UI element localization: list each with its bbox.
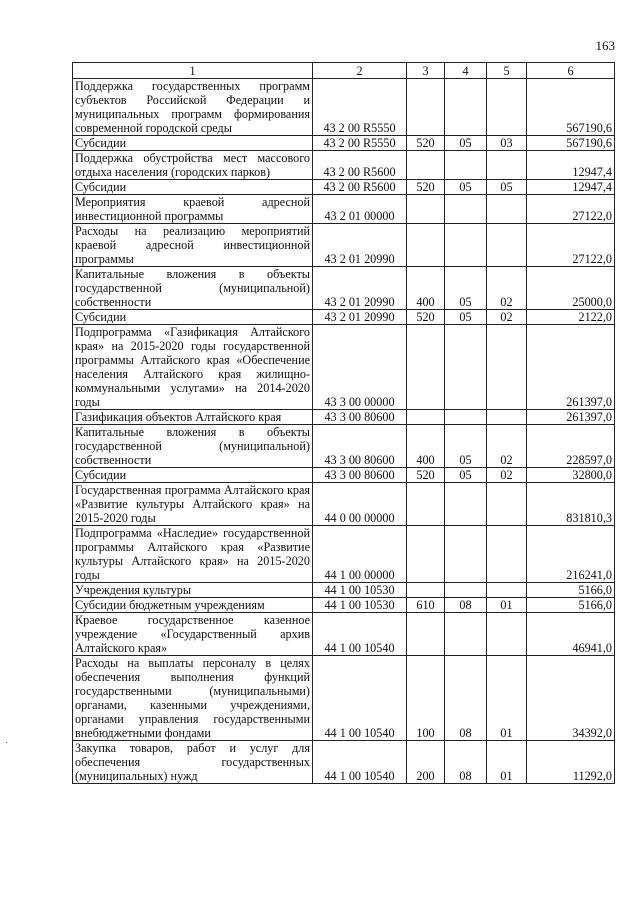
row-code: 43 2 00 R5550	[313, 79, 407, 136]
row-section	[445, 410, 487, 425]
table-row	[73, 468, 615, 483]
table-row	[73, 741, 615, 784]
row-name: Поддержка обустройства мест массового отдыха населения (городских парков)	[73, 151, 313, 180]
table-row	[73, 425, 615, 468]
row-amount: 261397,0	[527, 325, 615, 410]
row-name: Расходы на реализацию мероприятий краевой адресной инвестиционной программы	[73, 224, 313, 267]
table-row	[73, 79, 615, 136]
row-amount: 25000,0	[527, 267, 615, 310]
row-expense-type	[407, 79, 445, 136]
row-subsection	[487, 195, 527, 224]
row-code: 43 2 01 20990	[313, 310, 407, 325]
row-amount: 228597,0	[527, 425, 615, 468]
row-expense-type	[407, 613, 445, 656]
table-row	[73, 195, 615, 224]
row-code: 44 1 00 10530	[313, 583, 407, 598]
row-expense-type	[407, 410, 445, 425]
row-amount: 27122,0	[527, 195, 615, 224]
row-expense-type: 520	[407, 468, 445, 483]
row-section	[445, 79, 487, 136]
row-section: 05	[445, 136, 487, 151]
row-name: Субсидии	[73, 136, 313, 151]
row-name: Субсидии	[73, 310, 313, 325]
row-amount: 2122,0	[527, 310, 615, 325]
row-subsection	[487, 526, 527, 583]
row-amount: 5166,0	[527, 583, 615, 598]
row-code: 43 2 01 00000	[313, 195, 407, 224]
row-section	[445, 151, 487, 180]
row-expense-type	[407, 583, 445, 598]
row-name: Поддержка государственных программ субъектов Российской Федерации и муниципальных программ формирования современной городской среды	[73, 79, 313, 136]
header-col-2: 2	[313, 63, 407, 79]
row-name: Капитальные вложения в объекты государственной (муниципальной) собственности	[73, 267, 313, 310]
row-expense-type	[407, 224, 445, 267]
row-subsection	[487, 583, 527, 598]
row-code: 44 1 00 10540	[313, 656, 407, 741]
table-row	[73, 583, 615, 598]
row-code: 43 3 00 80600	[313, 468, 407, 483]
row-amount: 216241,0	[527, 526, 615, 583]
row-name: Субсидии бюджетным учреждениям	[73, 598, 313, 613]
row-subsection	[487, 483, 527, 526]
row-section: 08	[445, 598, 487, 613]
row-code: 44 1 00 00000	[313, 526, 407, 583]
row-subsection	[487, 79, 527, 136]
row-section	[445, 325, 487, 410]
row-subsection	[487, 613, 527, 656]
row-code: 44 1 00 10530	[313, 598, 407, 613]
row-amount: 831810,3	[527, 483, 615, 526]
row-amount: 5166,0	[527, 598, 615, 613]
row-section: 05	[445, 425, 487, 468]
row-subsection	[487, 151, 527, 180]
row-code: 44 1 00 10540	[313, 741, 407, 784]
row-subsection	[487, 410, 527, 425]
row-code: 43 3 00 00000	[313, 325, 407, 410]
row-subsection: 01	[487, 656, 527, 741]
row-name: Краевое государственное казенное учреждение «Государственный архив Алтайского края»	[73, 613, 313, 656]
row-expense-type	[407, 195, 445, 224]
row-section: 05	[445, 310, 487, 325]
row-amount: 261397,0	[527, 410, 615, 425]
row-section: 05	[445, 468, 487, 483]
row-section: 08	[445, 741, 487, 784]
header-col-3: 3	[407, 63, 445, 79]
row-code: 43 2 00 R5600	[313, 180, 407, 195]
row-name: Субсидии	[73, 468, 313, 483]
row-name: Подпрограмма «Газификация Алтайского края» на 2015-2020 годы государственной программы Алтайского края «Обеспечение населения Алтайского края жилищно-коммунальными услугами» на 2014-2020 годы	[73, 325, 313, 410]
row-code: 43 3 00 80600	[313, 410, 407, 425]
row-expense-type: 520	[407, 136, 445, 151]
row-subsection: 02	[487, 267, 527, 310]
row-subsection: 01	[487, 598, 527, 613]
page-number: 163	[595, 38, 615, 53]
row-expense-type: 520	[407, 310, 445, 325]
row-code: 43 3 00 80600	[313, 425, 407, 468]
table-row	[73, 598, 615, 613]
row-code: 43 2 00 R5550	[313, 136, 407, 151]
row-section	[445, 526, 487, 583]
row-subsection	[487, 224, 527, 267]
row-amount: 12947,4	[527, 180, 615, 195]
row-amount: 32800,0	[527, 468, 615, 483]
row-code: 44 1 00 10540	[313, 613, 407, 656]
header-row	[73, 63, 615, 79]
row-name: Мероприятия краевой адресной инвестиционной программы	[73, 195, 313, 224]
row-section	[445, 195, 487, 224]
row-name: Газификация объектов Алтайского края	[73, 410, 313, 425]
table-row	[73, 136, 615, 151]
row-section: 08	[445, 656, 487, 741]
row-amount: 567190,6	[527, 79, 615, 136]
row-expense-type	[407, 151, 445, 180]
header-col-1: 1	[73, 63, 313, 79]
row-expense-type: 610	[407, 598, 445, 613]
row-subsection: 03	[487, 136, 527, 151]
scan-speck	[6, 742, 7, 743]
row-amount: 27122,0	[527, 224, 615, 267]
row-amount: 12947,4	[527, 151, 615, 180]
row-section	[445, 224, 487, 267]
header-col-6: 6	[527, 63, 615, 79]
row-section	[445, 613, 487, 656]
row-expense-type: 520	[407, 180, 445, 195]
row-amount: 46941,0	[527, 613, 615, 656]
table-row	[73, 180, 615, 195]
row-code: 43 2 00 R5600	[313, 151, 407, 180]
row-amount: 11292,0	[527, 741, 615, 784]
row-subsection: 01	[487, 741, 527, 784]
header-col-4: 4	[445, 63, 487, 79]
row-name: Учреждения культуры	[73, 583, 313, 598]
row-expense-type: 100	[407, 656, 445, 741]
table-row	[73, 526, 615, 583]
row-code: 43 2 01 20990	[313, 267, 407, 310]
row-expense-type: 400	[407, 425, 445, 468]
row-subsection: 05	[487, 180, 527, 195]
row-expense-type	[407, 483, 445, 526]
row-code: 44 0 00 00000	[313, 483, 407, 526]
row-subsection	[487, 325, 527, 410]
table-row	[73, 483, 615, 526]
table-row	[73, 613, 615, 656]
table-row	[73, 310, 615, 325]
table-row	[73, 224, 615, 267]
header-col-5: 5	[487, 63, 527, 79]
row-name: Подпрограмма «Наследие» государственной программы Алтайского края «Развитие культуры Алтайского края» на 2015-2020 годы	[73, 526, 313, 583]
row-name: Капитальные вложения в объекты государственной (муниципальной) собственности	[73, 425, 313, 468]
row-section	[445, 483, 487, 526]
table-row	[73, 325, 615, 410]
row-name: Расходы на выплаты персоналу в целях обеспечения выполнения функций государственными (муниципальными) органами, казенными учреждениями, органами управления государственными внебюджетными фондами	[73, 656, 313, 741]
row-expense-type: 400	[407, 267, 445, 310]
table-row	[73, 410, 615, 425]
row-section: 05	[445, 267, 487, 310]
row-subsection: 02	[487, 425, 527, 468]
table-row	[73, 267, 615, 310]
table-row	[73, 151, 615, 180]
row-code: 43 2 01 20990	[313, 224, 407, 267]
table-row	[73, 656, 615, 741]
budget-table	[72, 62, 615, 784]
row-expense-type: 200	[407, 741, 445, 784]
row-amount: 567190,6	[527, 136, 615, 151]
row-section: 05	[445, 180, 487, 195]
row-section	[445, 583, 487, 598]
row-expense-type	[407, 325, 445, 410]
row-name: Государственная программа Алтайского края «Развитие культуры Алтайского края» на 2015-2020 годы	[73, 483, 313, 526]
row-subsection: 02	[487, 468, 527, 483]
row-name: Закупка товаров, работ и услуг для обеспечения государственных (муниципальных) нужд	[73, 741, 313, 784]
row-subsection: 02	[487, 310, 527, 325]
row-amount: 34392,0	[527, 656, 615, 741]
row-name: Субсидии	[73, 180, 313, 195]
row-expense-type	[407, 526, 445, 583]
